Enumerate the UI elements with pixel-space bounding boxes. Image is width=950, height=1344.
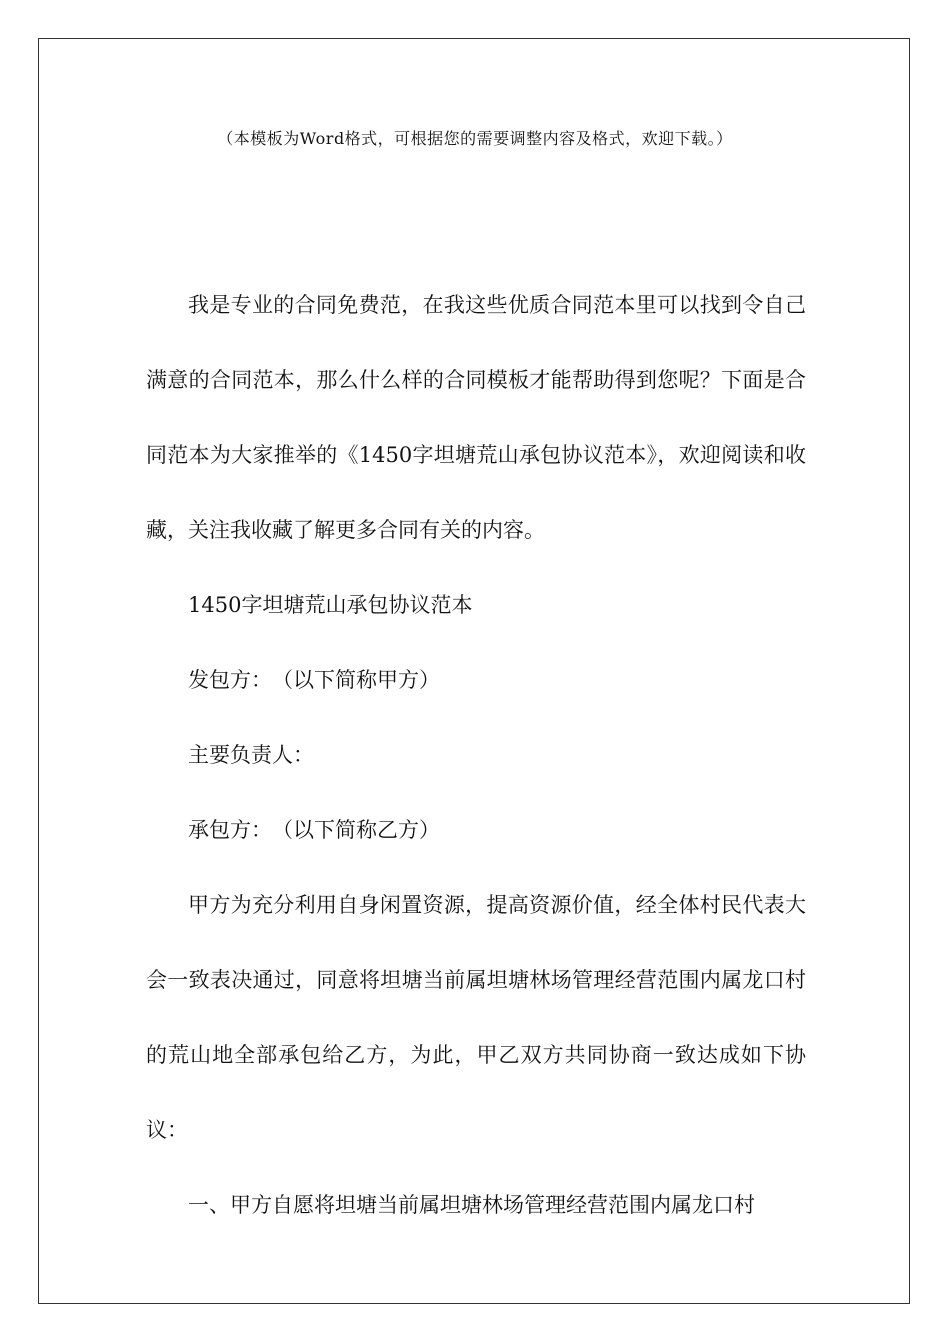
clause-one: 一、甲方自愿将坦塘当前属坦塘林场管理经营范围内属龙口村 <box>188 1193 755 1217</box>
intro-paragraph: 我是专业的合同免费范，在我这些优质合同范本里可以找到令自己满意的合同范本，那么什么样的合同模板才能帮助得到您呢？下面是合同范本为大家推举的《1450字坦塘荒山承包协议范本》，欢迎阅读和收藏，关注我收藏了解更多合同有关的内容。 <box>146 293 806 542</box>
preamble-paragraph: 甲方为充分利用自身闲置资源，提高资源价值，经全体村民代表大会一致表决通过，同意将坦塘当前属坦塘林场管理经营范围内属龙口村的荒山地全部承包给乙方，为此，甲乙双方共同协商一致达成如下协议： <box>146 893 806 1142</box>
template-note: （本模板为Word格式，可根据您的需要调整内容及格式，欢迎下载。） <box>217 129 733 148</box>
contractee-line: 承包方： （以下简称乙方） <box>188 818 440 842</box>
contract-title: 1450字坦塘荒山承包协议范本 <box>188 593 473 617</box>
document-body <box>146 268 806 1243</box>
contractor-line: 发包方： （以下简称甲方） <box>188 668 440 692</box>
principal-line: 主要负责人： <box>188 743 314 767</box>
